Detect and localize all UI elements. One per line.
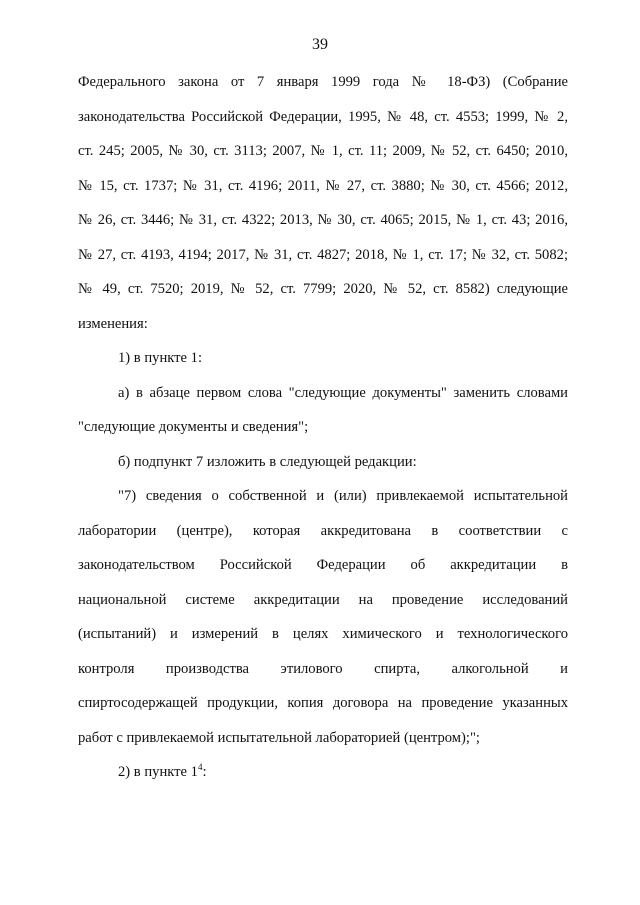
text-line: "следующие документы и сведения"; <box>78 419 309 435</box>
superscript-index: 4 <box>197 762 203 773</box>
text-line: № 15, ст. 1737; № 31, ст. 4196; 2011, № 27, ст. 3880; № 30, ст. 4566; 2012, <box>78 177 568 194</box>
text-line: работ с привлекаемой испытательной лабораторией (центром);"; <box>78 729 480 746</box>
text-line: законодательства Российской Федерации, 1995, № 48, ст. 4553; 1999, № 2, <box>78 108 568 125</box>
page-number: 39 <box>312 36 328 53</box>
text-line: Федерального закона от 7 января 1999 года № 18-ФЗ) (Собрание <box>78 74 568 90</box>
text-line: а) в абзаце первом слова "следующие документы" заменить словами <box>118 384 568 401</box>
text-line: изменения: <box>78 315 148 332</box>
list-item-suffix: : <box>202 764 207 780</box>
text-line: лаборатории (центре), которая аккредитована в соответствии с <box>78 522 568 539</box>
text-line: контроля производства этилового спирта, алкогольной и <box>78 660 568 677</box>
text-line: национальной системе аккредитации на проведение исследований <box>78 591 568 608</box>
list-item-point-1-4 <box>118 762 608 782</box>
text-line: "7) сведения о собственной и (или) привлекаемой испытательной <box>118 488 568 504</box>
list-item-text: 2) в пункте 1 <box>118 764 198 780</box>
text-line: б) подпункт 7 изложить в следующей редакции: <box>118 453 417 470</box>
text-line: № 49, ст. 7520; 2019, № 52, ст. 7799; 2020, № 52, ст. 8582) следующие <box>78 281 568 297</box>
text-line: 1) в пункте 1: <box>118 350 203 366</box>
text-line: № 27, ст. 4193, 4194; 2017, № 31, ст. 4827; 2018, № 1, ст. 17; № 32, ст. 5082; <box>78 246 568 263</box>
text-line: законодательством Российской Федерации об аккредитации в <box>78 557 568 573</box>
text-line: ст. 245; 2005, № 30, ст. 3113; 2007, № 1, ст. 11; 2009, № 52, ст. 6450; 2010, <box>78 143 568 159</box>
text-line: № 26, ст. 3446; № 31, ст. 4322; 2013, № 30, ст. 4065; 2015, № 1, ст. 43; 2016, <box>78 212 568 228</box>
text-line: спиртосодержащей продукции, копия договора на проведение указанных <box>78 695 568 711</box>
text-line: (испытаний) и измерений в целях химического и технологического <box>78 626 568 642</box>
